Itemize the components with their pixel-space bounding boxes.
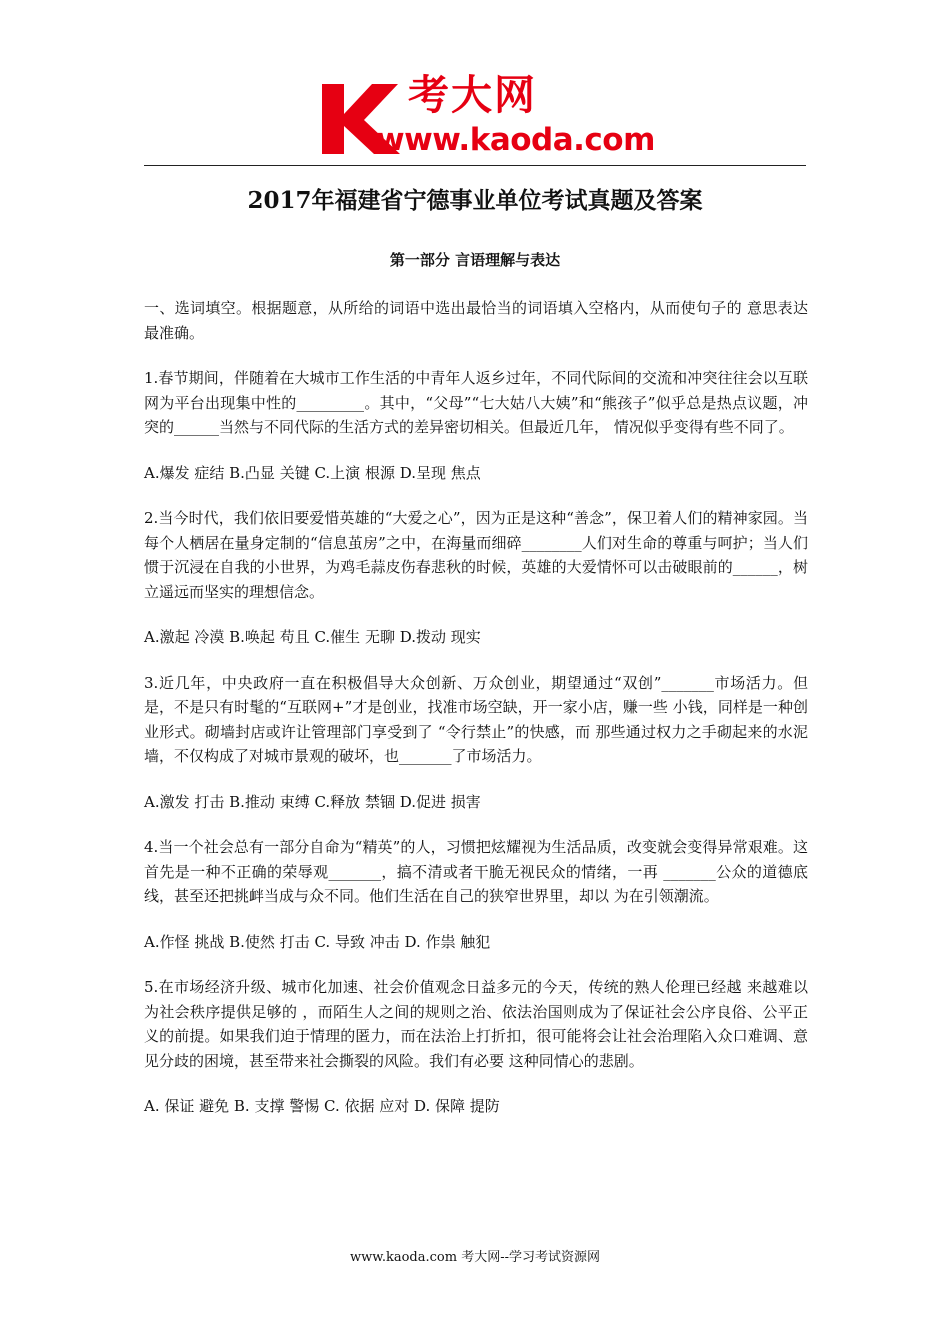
question-3-options: A.激发 打击 B.推动 束缚 C.释放 禁锢 D.促进 损害 (144, 792, 481, 811)
section-heading: 第一部分 言语理解与表达 (389, 251, 561, 269)
kaoda-logo (318, 71, 655, 162)
question-5-text: 5.在市场经济升级、城市化加速、社会价值观念日益多元的今天，传统的熟人伦理已经越 来越难以为社会秩序提供足够的 ，而陌生人之间的规则之治、依法治国则成为了保证社会公序良俗、公平正义的前提。如果我们迫于情理的匿力，而在法治上打折扣，很可能将会让社会治理陷入众口难调、意见分歧的困境，甚至带来社会撕裂的风险。我们有必要 这种同情心的悲剧。 (144, 978, 808, 1070)
question-2-text: 2.当今时代，我们依旧要爱惜英雄的“大爱之心”，因为正是这种“善念”，保卫着人们的精神家园。当每个人栖居在量身定制的“信息茧房”之中，在海量而细碎________人们对生命的尊重与呵护；当人们惯于沉浸在自我的小世界，为鸡毛蒜皮伤春悲秋的时候，英雄的大爱情怀可以击破眼前的______，树立遥远而坚实的理想信念。 (144, 509, 808, 601)
page-title: 2017年福建省宁德事业单位考试真题及答案 (247, 187, 703, 214)
instructions: 一、选词填空。根据题意，从所给的词语中选出最恰当的词语填入空格内，从而使句子的 意思表达最准确。 (144, 299, 808, 342)
question-3-text: 3.近几年，中央政府一直在积极倡导大众创新、万众创业，期望通过“双创”_______市场活力。但是，不是只有时髦的“互联网+”才是创业，找准市场空缺，开一家小店，赚一些 小钱，同样是一种创业形式。砌墙封店或许让管理部门享受到了 “令行禁止”的快感，而 那些通过权力之手砌起来的水泥墙，不仅构成了对城市景观的破坏，也_______了市场活力。 (144, 673, 808, 765)
question-1-text: 1.春节期间，伴随着在大城市工作生活的中青年人返乡过年，不同代际间的交流和冲突往往会以互联网为平台出现集中性的_________。其中，“父母”“七大姑八大姨”和“熊孩子”似乎总是热点议题，冲突的______当然与不同代际的生活方式的差异密切相关。但最近几年， 情况似乎变得有些不同了。 (144, 369, 808, 436)
logo-url: www.kaoda.com (376, 122, 655, 158)
question-5-options: A. 保证 避免 B. 支撑 警惕 C. 依据 应对 D. 保障 提防 (144, 1097, 500, 1115)
page-footer: www.kaoda.com 考大网--学习考试资源网 (350, 1250, 600, 1265)
question-4-options: A.作怪 挑战 B.使然 打击 C. 导致 冲击 D. 作祟 触犯 (144, 932, 491, 951)
document-body (144, 296, 808, 1140)
logo-name: 考大网 (408, 71, 537, 119)
header-divider (144, 165, 806, 166)
question-2-options: A.激起 冷漠 B.唤起 苟且 C.催生 无聊 D.拨动 现实 (144, 628, 481, 646)
question-1-options: A.爆发 症结 B.凸显 关键 C.上演 根源 D.呈现 焦点 (144, 463, 481, 482)
question-4-text: 4.当一个社会总有一部分自命为“精英”的人，习惯把炫耀视为生活品质，改变就会变得异常艰难。这首先是一种不正确的荣辱观_______，搞不清或者干脆无视民众的情绪，一再 _______公众的道德底线，甚至还把挑衅当成与众不同。他们生活在自己的狭窄世界里，却以 为在引领潮流。 (144, 838, 808, 905)
